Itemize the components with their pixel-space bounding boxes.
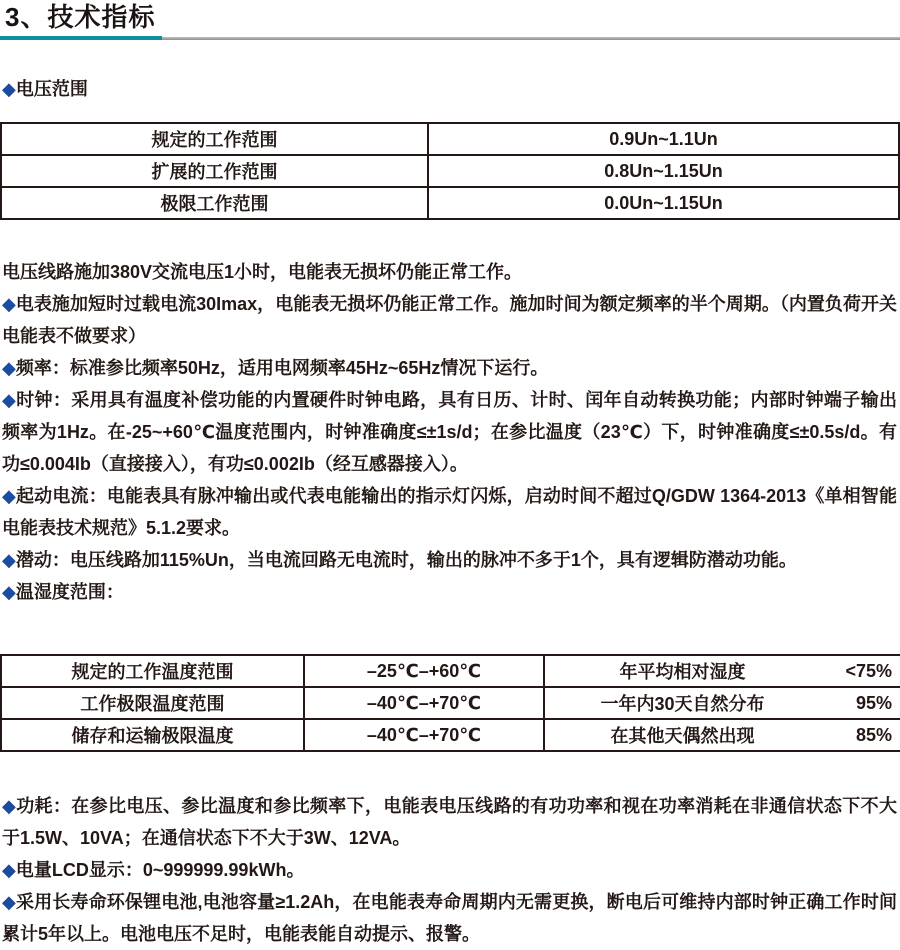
spec-paragraph	[2, 854, 897, 886]
voltage-range-label: 扩展的工作范围	[1, 155, 428, 187]
document-page	[0, 3, 900, 948]
humidity-value: <75%	[845, 660, 892, 681]
table-row	[1, 187, 899, 219]
temp-range-label: 规定的工作温度范围	[1, 655, 304, 687]
paragraph-text: 功耗：在参比电压、参比温度和参比频率下，电能表电压线路的有功功率和视在功率消耗在非通信状态下不大于1.5W、10VA；在通信状态下不大于3W、12VA。	[2, 796, 897, 848]
spec-paragraph	[2, 886, 897, 950]
temperature-humidity-table	[0, 654, 900, 752]
spec-paragraph	[2, 288, 897, 352]
humidity-value: 85%	[855, 724, 892, 745]
diamond-bullet-icon: ◆	[2, 892, 16, 912]
table-row	[1, 687, 900, 719]
voltage-range-value: 0.9Un~1.1Un	[428, 123, 899, 155]
paragraph-text: 频率：标准参比频率50Hz，适用电网频率45Hz~65Hz情况下运行。	[15, 358, 549, 378]
voltage-range-heading-label: 电压范围	[15, 79, 88, 99]
section-title: 3、技术指标	[5, 2, 156, 32]
spec-paragraph	[2, 352, 897, 384]
table-row	[1, 719, 900, 751]
voltage-range-label: 极限工作范围	[1, 187, 428, 219]
voltage-range-label: 规定的工作范围	[1, 123, 428, 155]
spec-paragraphs-upper	[0, 256, 900, 608]
title-underline-accent	[0, 36, 162, 40]
humidity-cell-content	[545, 722, 900, 748]
spec-paragraph	[2, 576, 897, 608]
table-row	[1, 123, 899, 155]
paragraph-text: 采用长寿命环保锂电池,电池容量≥1.2Ah，在电能表寿命周期内无需更换，断电后可维持内部时钟正确工作时间累计5年以上。电池电压不足时，电能表能自动提示、报警。	[2, 892, 897, 944]
voltage-range-heading	[2, 77, 900, 101]
diamond-bullet-icon: ◆	[2, 550, 16, 570]
paragraph-text: 起动电流：电能表具有脉冲输出或代表电能输出的指示灯闪烁，启动时间不超过Q/GDW 1364-2013《单相智能电能表技术规范》5.1.2要求。	[2, 486, 897, 538]
diamond-bullet-icon: ◆	[2, 486, 17, 506]
diamond-bullet-icon: ◆	[2, 860, 16, 880]
spec-paragraph	[2, 790, 897, 854]
voltage-range-value: 0.0Un~1.15Un	[428, 187, 899, 219]
diamond-bullet-icon: ◆	[2, 390, 17, 410]
paragraph-text: 潜动：电压线路加115%Un，当电流回路无电流时，输出的脉冲不多于1个，具有逻辑防潜动功能。	[15, 550, 797, 570]
humidity-condition: 年平均相对湿度	[619, 662, 746, 682]
spec-paragraphs-lower	[0, 790, 900, 950]
temp-range-value: –25℃–+60℃	[304, 655, 544, 687]
spec-paragraph	[2, 544, 897, 576]
diamond-bullet-icon: ◆	[2, 796, 17, 816]
paragraph-text: 电表施加短时过载电流30Imax，电能表无损坏仍能正常工作。施加时间为额定频率的半个周期。（内置负荷开关电能表不做要求）	[2, 294, 898, 346]
temp-range-value: –40℃–+70℃	[304, 719, 544, 751]
humidity-condition: 在其他天偶然出现	[610, 726, 755, 746]
spec-paragraph	[2, 480, 897, 544]
diamond-bullet-icon: ◆	[2, 358, 16, 378]
voltage-range-value: 0.8Un~1.15Un	[428, 155, 899, 187]
temp-range-value: –40℃–+70℃	[304, 687, 544, 719]
humidity-cell	[544, 687, 900, 719]
humidity-value: 95%	[855, 692, 892, 713]
paragraph-text: 电压线路施加380V交流电压1小时，电能表无损坏仍能正常工作。	[2, 262, 523, 282]
humidity-cell	[544, 655, 900, 687]
temp-range-label: 储存和运输极限温度	[1, 719, 304, 751]
table-row	[1, 155, 899, 187]
title-underline	[0, 37, 900, 40]
temp-range-label: 工作极限温度范围	[1, 687, 304, 719]
diamond-bullet-icon: ◆	[2, 294, 16, 314]
humidity-condition: 一年内30天自然分布	[600, 694, 765, 714]
spec-paragraph	[2, 256, 897, 288]
humidity-cell	[544, 719, 900, 751]
paragraph-text: 时钟：采用具有温度补偿功能的内置硬件时钟电路，具有日历、计时、闰年自动转换功能；内部时钟端子输出频率为1Hz。在-25~+60℃温度范围内，时钟准确度≤±1s/d；在参比温度（23℃）下，时钟准确度≤±0.5s/d。有功≤0.004Ib（直接接入），有功≤0.002Ib（经互感器接入）。	[2, 390, 897, 474]
humidity-cell-content	[545, 690, 900, 716]
humidity-cell-content	[545, 658, 900, 684]
diamond-bullet-icon: ◆	[2, 79, 16, 99]
voltage-range-table	[0, 122, 900, 220]
table-row	[1, 655, 900, 687]
spec-paragraph	[2, 384, 897, 480]
paragraph-text: 电量LCD显示：0~999999.99kWh。	[15, 860, 305, 880]
diamond-bullet-icon: ◆	[2, 582, 16, 602]
paragraph-text: 温湿度范围：	[15, 582, 124, 602]
